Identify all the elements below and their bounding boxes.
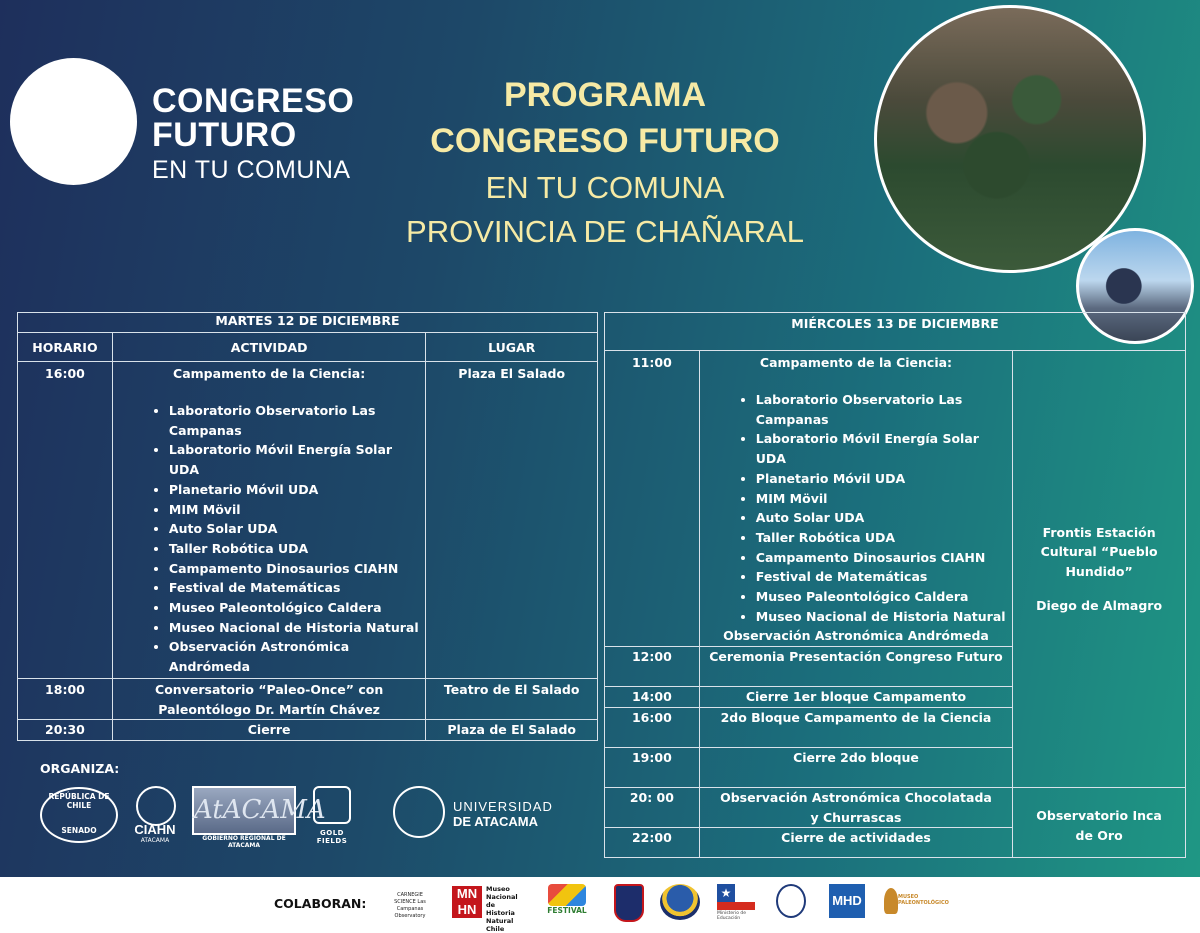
- row-activity: Cierre de actividades: [699, 828, 1012, 858]
- logo-line-1: CONGRESO: [152, 82, 355, 120]
- gobierno-chile-logo: [717, 884, 755, 920]
- row-activity: Cierre 2do bloque: [699, 747, 1012, 787]
- uda-seal-icon: [393, 786, 445, 838]
- list-item: • Observación Astronómica Andrómeda: [169, 637, 425, 676]
- atacama-logo: AtACAMA: [192, 786, 296, 835]
- row-activity: Ceremonia Presentación Congreso Futuro: [699, 647, 1012, 687]
- list-item: • MIM Mövil: [169, 500, 425, 520]
- uda-line-1: UNIVERSIDAD: [453, 799, 553, 814]
- list-item: • Taller Robótica UDA: [169, 539, 425, 559]
- list-item: • Laboratorio Móvil Energía Solar UDA: [756, 429, 1012, 468]
- list-item: • Laboratorio Observatorio Las Campanas: [756, 390, 1012, 429]
- row-activity-trailing: Observación Astronómica Andrómeda: [723, 628, 989, 644]
- list-item: • MIM Mövil: [756, 489, 1012, 509]
- festival-text: FESTIVAL: [547, 906, 587, 915]
- list-item: • Laboratorio Observatorio Las Campanas: [169, 401, 425, 440]
- festival-mark: [548, 884, 586, 906]
- tuesday-table: [17, 312, 598, 741]
- row-activity: Cierre: [112, 720, 425, 741]
- senado-name: REPÚBLICA DE CHILE: [48, 792, 110, 810]
- senado-sub: SENADO: [61, 826, 97, 835]
- museo-text: MUSEO PALEONTOLÓGICO: [898, 894, 949, 906]
- place-diego: Diego de Almagro: [1036, 597, 1163, 613]
- uda-line-2: DE ATACAMA: [453, 814, 538, 829]
- row-activity: Campamento de la Ciencia:: [759, 355, 953, 370]
- row-time: 20: 00: [605, 787, 700, 827]
- activity-list: [113, 401, 425, 677]
- star-icon: ★: [717, 884, 735, 902]
- wednesday-table: [604, 312, 1186, 858]
- row-activity: 2do Bloque Campamento de la Ciencia: [699, 707, 1012, 747]
- goldfields-icon: [313, 786, 351, 824]
- wednesday-day-header: MIÉRCOLES 13 DE DICIEMBRE: [605, 313, 1186, 351]
- organiza-label: ORGANIZA:: [40, 761, 120, 776]
- ciahn-name: CIAHN: [134, 822, 176, 837]
- ciahn-icon: [136, 786, 176, 826]
- row-time: 14:00: [605, 687, 700, 708]
- table-row: [18, 362, 598, 679]
- table-row: [18, 720, 598, 741]
- list-item: • Museo Paleontológico Caldera: [169, 598, 425, 618]
- students-photo: [874, 5, 1146, 273]
- table-row: [605, 351, 1186, 647]
- festival-logo: [540, 884, 594, 920]
- row-place: Plaza El Salado: [426, 362, 598, 679]
- carnegie-logo: CARNEGIE SCIENCE Las Campanas Observatory: [394, 892, 426, 919]
- diego-almagro-logo: [660, 884, 700, 920]
- row-time: 12:00: [605, 647, 700, 687]
- row-activity: Observación Astronómica Chocolatada y Churrascas: [699, 787, 1012, 827]
- header-actividad: ACTIVIDAD: [112, 333, 425, 362]
- mnhn-logo: [452, 884, 526, 933]
- row-time: 16:00: [605, 707, 700, 747]
- list-item: • Auto Solar UDA: [169, 519, 425, 539]
- row-activity: Cierre 1er bloque Campamento: [699, 687, 1012, 708]
- row-time: 11:00: [605, 351, 700, 647]
- museo-paleontologico-logo: [882, 884, 949, 918]
- logo-line-3: EN TU COMUNA: [152, 156, 351, 184]
- header-horario: HORARIO: [18, 333, 113, 362]
- header-lugar: LUGAR: [426, 333, 598, 362]
- title-line-1: PROGRAMA: [503, 76, 707, 114]
- colaboran-label: COLABORAN:: [274, 896, 367, 911]
- list-item: • Festival de Matemáticas: [169, 578, 425, 598]
- figure-icon: [884, 888, 898, 914]
- row-time: 18:00: [18, 678, 113, 719]
- activity-list: [700, 390, 1012, 626]
- footer-band: [0, 877, 1200, 927]
- list-item: • Campamento Dinosaurios CIAHN: [756, 548, 1012, 568]
- title-line-2: CONGRESO FUTURO: [430, 122, 780, 160]
- row-activity: Conversatorio “Paleo-Once” con Paleontólogo Dr. Martín Chávez: [112, 678, 425, 719]
- tuesday-day-header: MARTES 12 DE DICIEMBRE: [18, 313, 598, 333]
- goldfields-name: GOLD FIELDS: [316, 829, 348, 845]
- gob-text: Ministerio de Educación: [717, 911, 747, 921]
- flag-bar: [717, 902, 755, 910]
- row-place: Plaza de El Salado: [426, 720, 598, 741]
- row-time: 19:00: [605, 747, 700, 787]
- place-observatorio: Observatorio Inca de Oro: [1013, 787, 1186, 857]
- place-frontis: Frontis Estación Cultural “Pueblo Hundido”: [1040, 524, 1158, 579]
- list-item: • Museo Nacional de Historia Natural: [169, 618, 425, 638]
- mhd-logo: MHD: [829, 884, 865, 918]
- logo-line-2: FUTURO: [152, 116, 297, 154]
- ciahn-sub: ATACAMA: [140, 837, 170, 844]
- table-row: [18, 678, 598, 719]
- list-item: • Campamento Dinosaurios CIAHN: [169, 559, 425, 579]
- row-time: 16:00: [18, 362, 113, 679]
- row-place: Teatro de El Salado: [426, 678, 598, 719]
- list-item: • Festival de Matemáticas: [756, 567, 1012, 587]
- list-item: • Auto Solar UDA: [756, 508, 1012, 528]
- row-activity: Campamento de la Ciencia:: [173, 366, 366, 381]
- title-line-4: PROVINCIA DE CHAÑARAL: [406, 214, 804, 249]
- list-item: • Laboratorio Móvil Energía Solar UDA: [169, 440, 425, 479]
- list-item: • Taller Robótica UDA: [756, 528, 1012, 548]
- list-item: • Planetario Móvil UDA: [169, 480, 425, 500]
- row-time: 20:30: [18, 720, 113, 741]
- mnhn-text: Museo Nacional de Historia Natural Chile: [486, 885, 518, 933]
- globe-logo: [776, 884, 806, 918]
- logo-circle: [10, 58, 137, 185]
- table-row: [605, 787, 1186, 827]
- title-line-3: EN TU COMUNA: [485, 170, 725, 205]
- shield-logo: [614, 884, 644, 922]
- list-item: • Museo Nacional de Historia Natural: [756, 607, 1012, 627]
- list-item: • Museo Paleontológico Caldera: [756, 587, 1012, 607]
- atacama-sub: GOBIERNO REGIONAL DE ATACAMA: [202, 835, 286, 849]
- row-time: 22:00: [605, 828, 700, 858]
- mnhn-mark: MN HN: [452, 886, 482, 918]
- list-item: • Planetario Móvil UDA: [756, 469, 1012, 489]
